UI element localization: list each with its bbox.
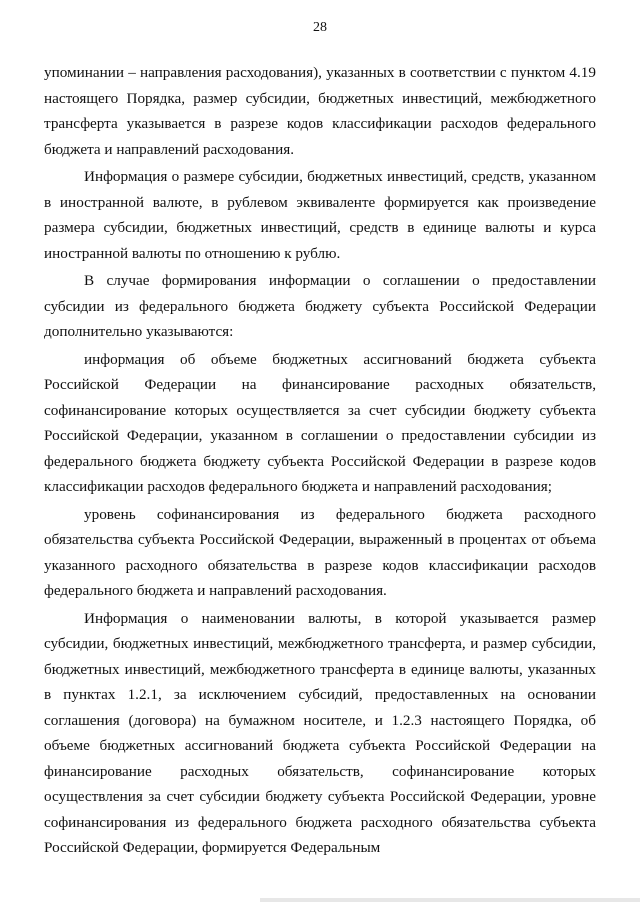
paragraph-subsidy-agreement: В случае формирования информации о соглашении о предоставлении субсидии из федерального бюджета бюджету субъекта Российской Федерации дополнительно указываются: bbox=[44, 272, 596, 340]
paragraph-currency-name: Информация о наименовании валюты, в которой указывается размер субсидии, бюджетных инвестиций, межбюджетного трансферта, и размер субсидии, бюджетных инвестиций, межбюджетного трансферта в единице валюты, указанных в пунктах 1.2.1, за исключением субсидий, предоставленных на основании соглашения (договора) на бумажном носителе, и 1.2.3 настоящего Порядка, об объеме бюджетных ассигнований бюджета субъекта Российской Федерации на финансирование расходных обязательств, софинансирование которых осуществления за счет субсидии бюджету субъекта Российской Федерации, уровне софинансирования из федерального бюджета расходного обязательства субъекта Российской Федерации, формируется Федеральным bbox=[44, 609, 596, 856]
paragraph-continuation: упоминании – направления расходования), указанных в соответствии с пунктом 4.19 настоящего Порядка, размер субсидии, бюджетных инвестиций, межбюджетного трансферта указывается в разрезе кодов классификации расходов федерального бюджета и направлений расходования. bbox=[44, 64, 596, 158]
paragraph-foreign-currency: Информация о размере субсидии, бюджетных инвестиций, средств, указанном в иностранной валюте, в рублевом эквиваленте формируется как произведение размера субсидии, бюджетных инвестиций, средств в единице валюты и курса иностранной валюты по отношению к рублю. bbox=[44, 168, 596, 262]
page-number: 28 bbox=[313, 20, 327, 35]
document-body bbox=[44, 60, 596, 861]
scan-edge-shadow bbox=[260, 898, 640, 902]
paragraph-budget-allocations: информация об объеме бюджетных ассигнований бюджета субъекта Российской Федерации на финансирование расходных обязательств, софинансирование которых осуществляется за счет субсидии бюджету субъекта Российской Федерации, указанном в соглашении о предоставлении субсидии из федерального бюджета бюджету субъекта Российской Федерации в разрезе кодов классификации расходов федерального бюджета и направлений расходования; bbox=[44, 350, 596, 495]
paragraph-cofinancing-level: уровень софинансирования из федерального бюджета расходного обязательства субъекта Российской Федерации, выраженный в процентах от объема указанного расходного обязательства в разрезе кодов классификации расходов федерального бюджета и направлений расходования. bbox=[44, 505, 596, 599]
